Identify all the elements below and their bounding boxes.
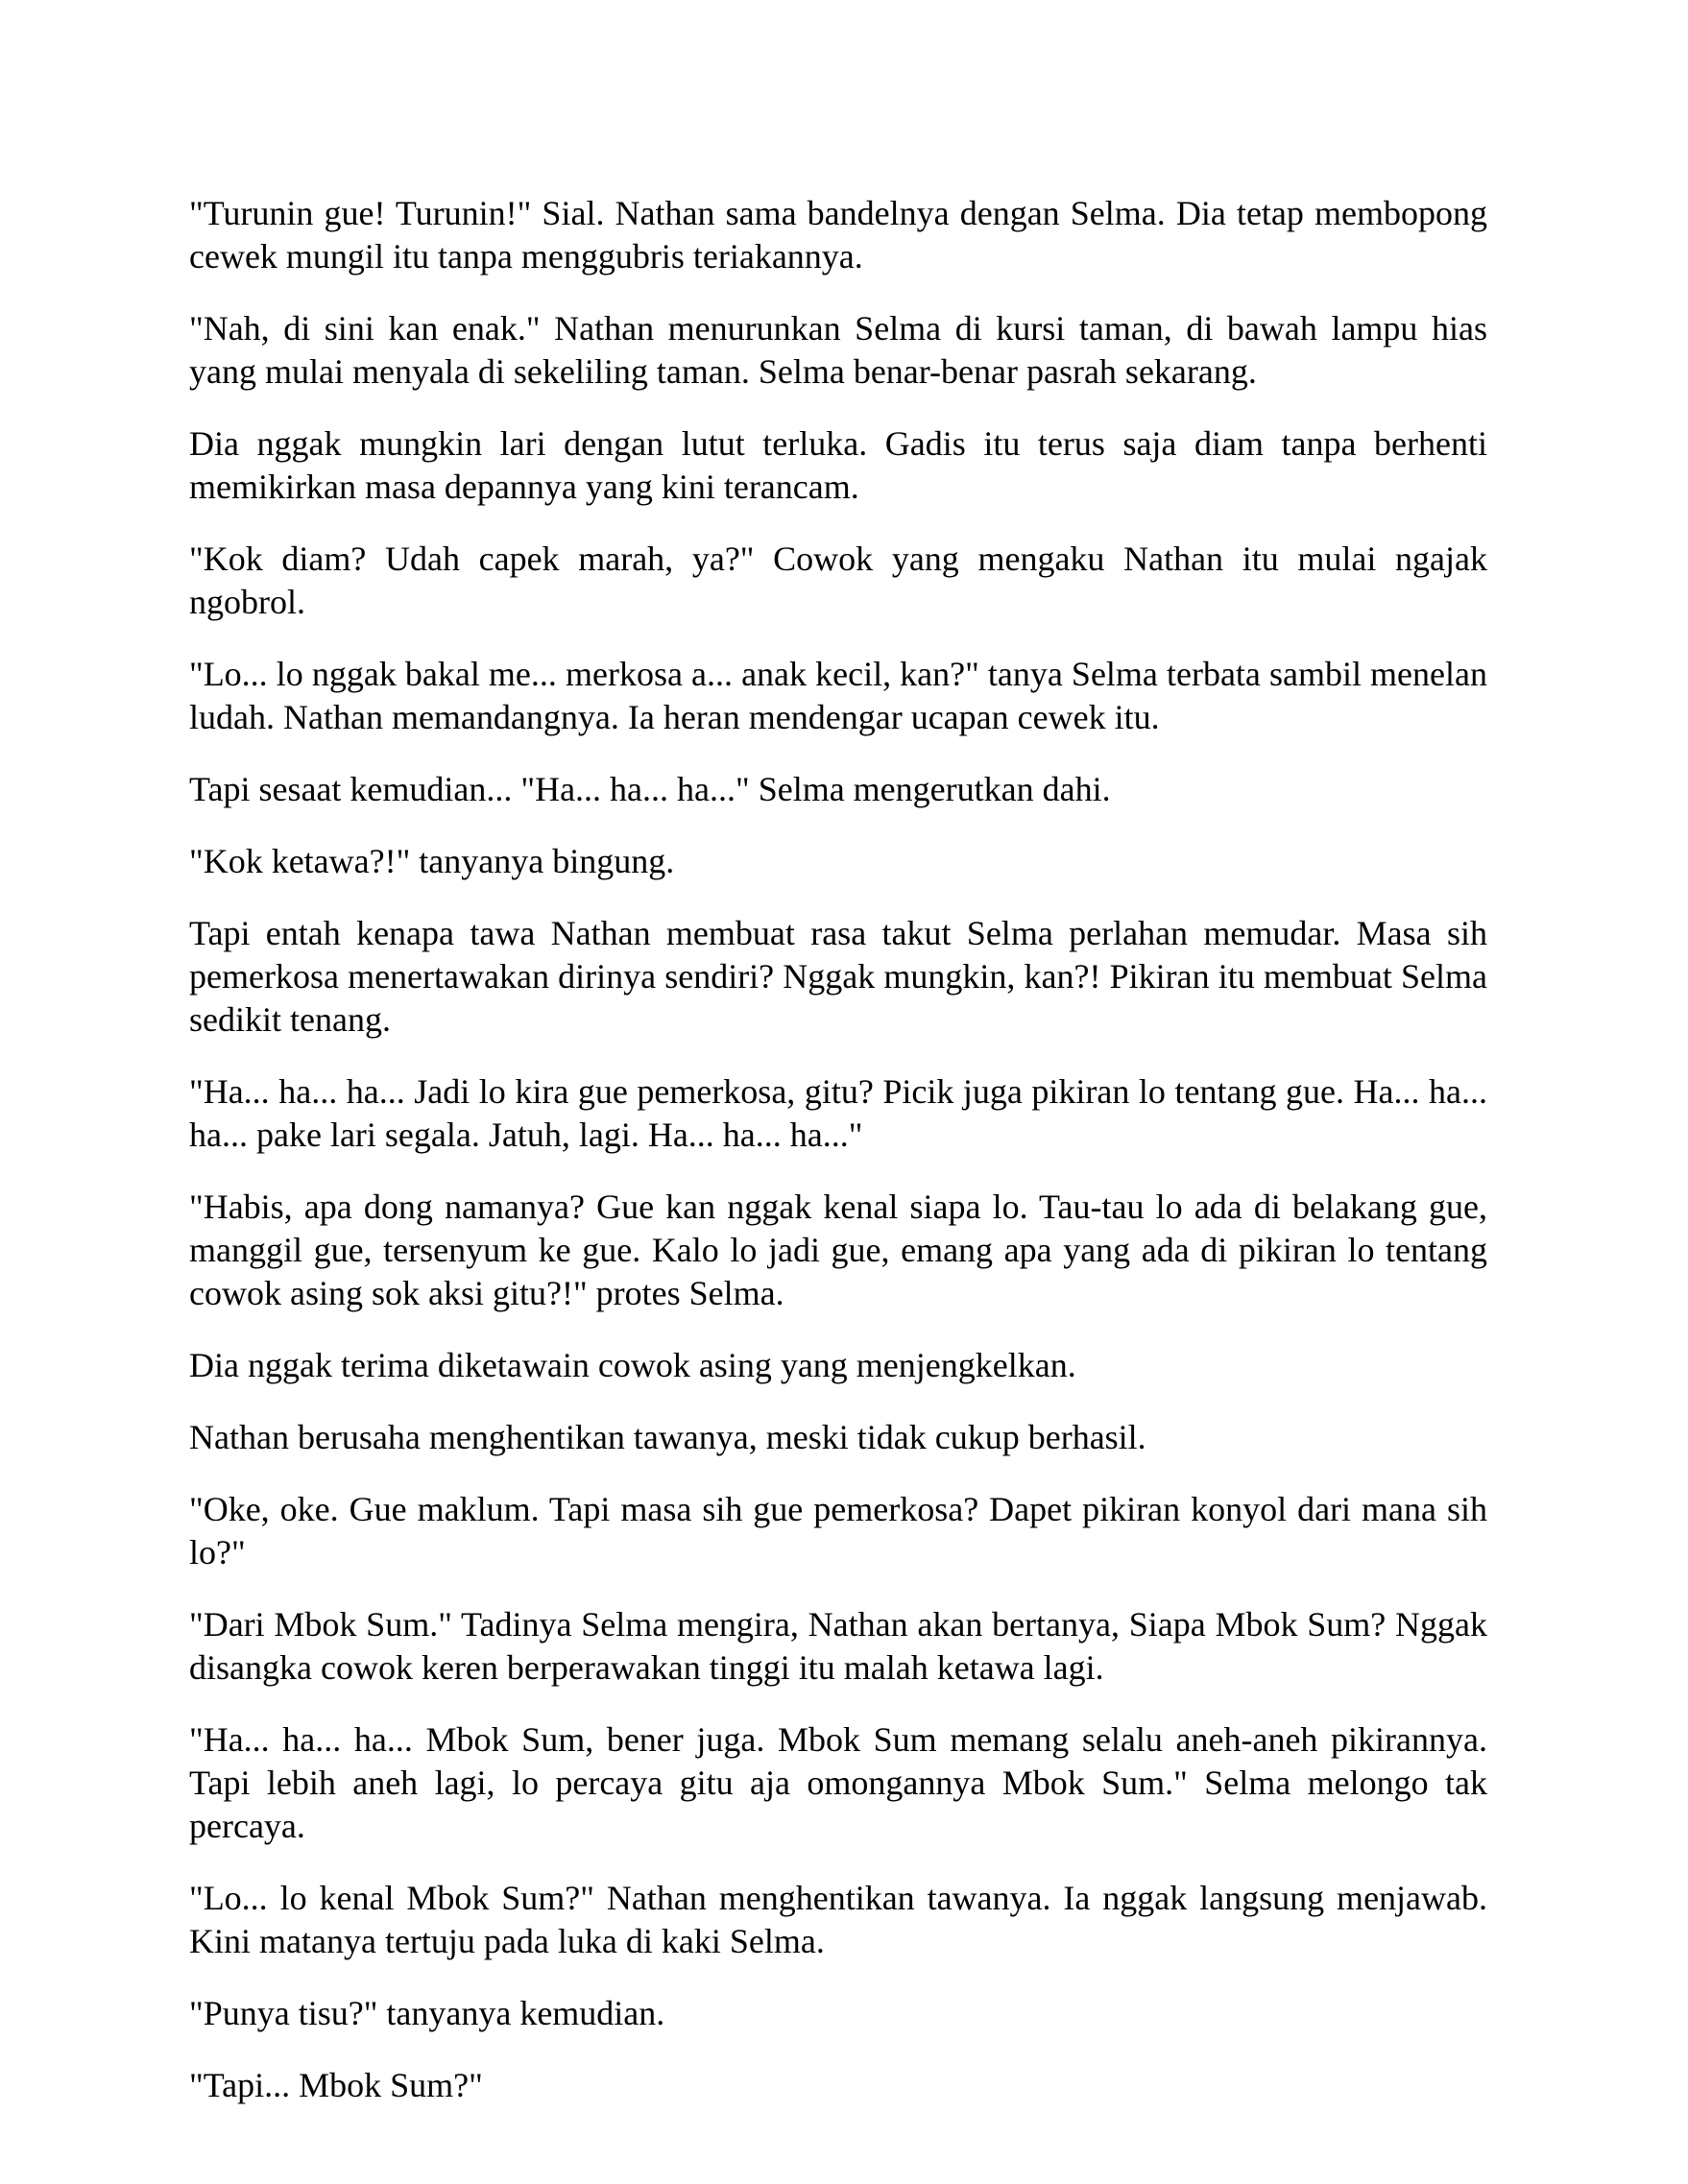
paragraph: "Ha... ha... ha... Jadi lo kira gue pemerkosa, gitu? Picik juga pikiran lo tentang gue. Ha... ha... ha... pake lari segala. Jatuh, lagi. Ha... ha... ha..." xyxy=(189,1072,1487,1154)
paragraph: Dia nggak mungkin lari dengan lutut terluka. Gadis itu terus saja diam tanpa berhenti memikirkan masa depannya yang kini terancam. xyxy=(189,424,1487,506)
paragraph: "Oke, oke. Gue maklum. Tapi masa sih gue pemerkosa? Dapet pikiran konyol dari mana sih lo?" xyxy=(189,1490,1487,1572)
paragraph: "Kok diam? Udah capek marah, ya?" Cowok yang mengaku Nathan itu mulai ngajak ngobrol. xyxy=(189,540,1487,621)
paragraph: Tapi sesaat kemudian... "Ha... ha... ha..." Selma mengerutkan dahi. xyxy=(189,770,1111,808)
paragraph: Tapi entah kenapa tawa Nathan membuat rasa takut Selma perlahan memudar. Masa sih pemerkosa menertawakan dirinya sendiri? Nggak mungkin, kan?! Pikiran itu membuat Selma sedikit tenang. xyxy=(189,914,1487,1039)
paragraph: "Turunin gue! Turunin!" Sial. Nathan sama bandelnya dengan Selma. Dia tetap membopong cewek mungil itu tanpa menggubris teriakannya. xyxy=(189,194,1487,276)
paragraph: "Kok ketawa?!" tanyanya bingung. xyxy=(189,842,675,880)
paragraph: "Tapi... Mbok Sum?" xyxy=(189,2066,483,2104)
paragraph: "Habis, apa dong namanya? Gue kan nggak kenal siapa lo. Tau-tau lo ada di belakang gue, manggil gue, tersenyum ke gue. Kalo lo jadi gue, emang apa yang ada di pikiran lo tentang cowok asing sok aksi gitu?!" protes Selma. xyxy=(189,1188,1487,1312)
paragraph: Dia nggak terima diketawain cowok asing yang menjengkelkan. xyxy=(189,1346,1076,1384)
paragraph: "Lo... lo kenal Mbok Sum?" Nathan menghentikan tawanya. Ia nggak langsung menjawab. Kini matanya tertuju pada luka di kaki Selma. xyxy=(189,1879,1487,1960)
paragraph: "Lo... lo nggak bakal me... merkosa a... anak kecil, kan?" tanya Selma terbata sambil menelan ludah. Nathan memandangnya. Ia heran mendengar ucapan cewek itu. xyxy=(189,655,1487,736)
text-content xyxy=(189,192,1487,2107)
paragraph: "Nah, di sini kan enak." Nathan menurunkan Selma di kursi taman, di bawah lampu hias yang mulai menyala di sekeliling taman. Selma benar-benar pasrah sekarang. xyxy=(189,309,1487,391)
paragraph: Nathan berusaha menghentikan tawanya, meski tidak cukup berhasil. xyxy=(189,1418,1146,1456)
paragraph: "Dari Mbok Sum." Tadinya Selma mengira, Nathan akan bertanya, Siapa Mbok Sum? Nggak disangka cowok keren berperawakan tinggi itu malah ketawa lagi. xyxy=(189,1605,1487,1687)
paragraph: "Ha... ha... ha... Mbok Sum, bener juga. Mbok Sum memang selalu aneh-aneh pikirannya. Tapi lebih aneh lagi, lo percaya gitu aja omongannya Mbok Sum." Selma melongo tak percaya. xyxy=(189,1720,1487,1845)
paragraph: "Punya tisu?" tanyanya kemudian. xyxy=(189,1994,665,2032)
